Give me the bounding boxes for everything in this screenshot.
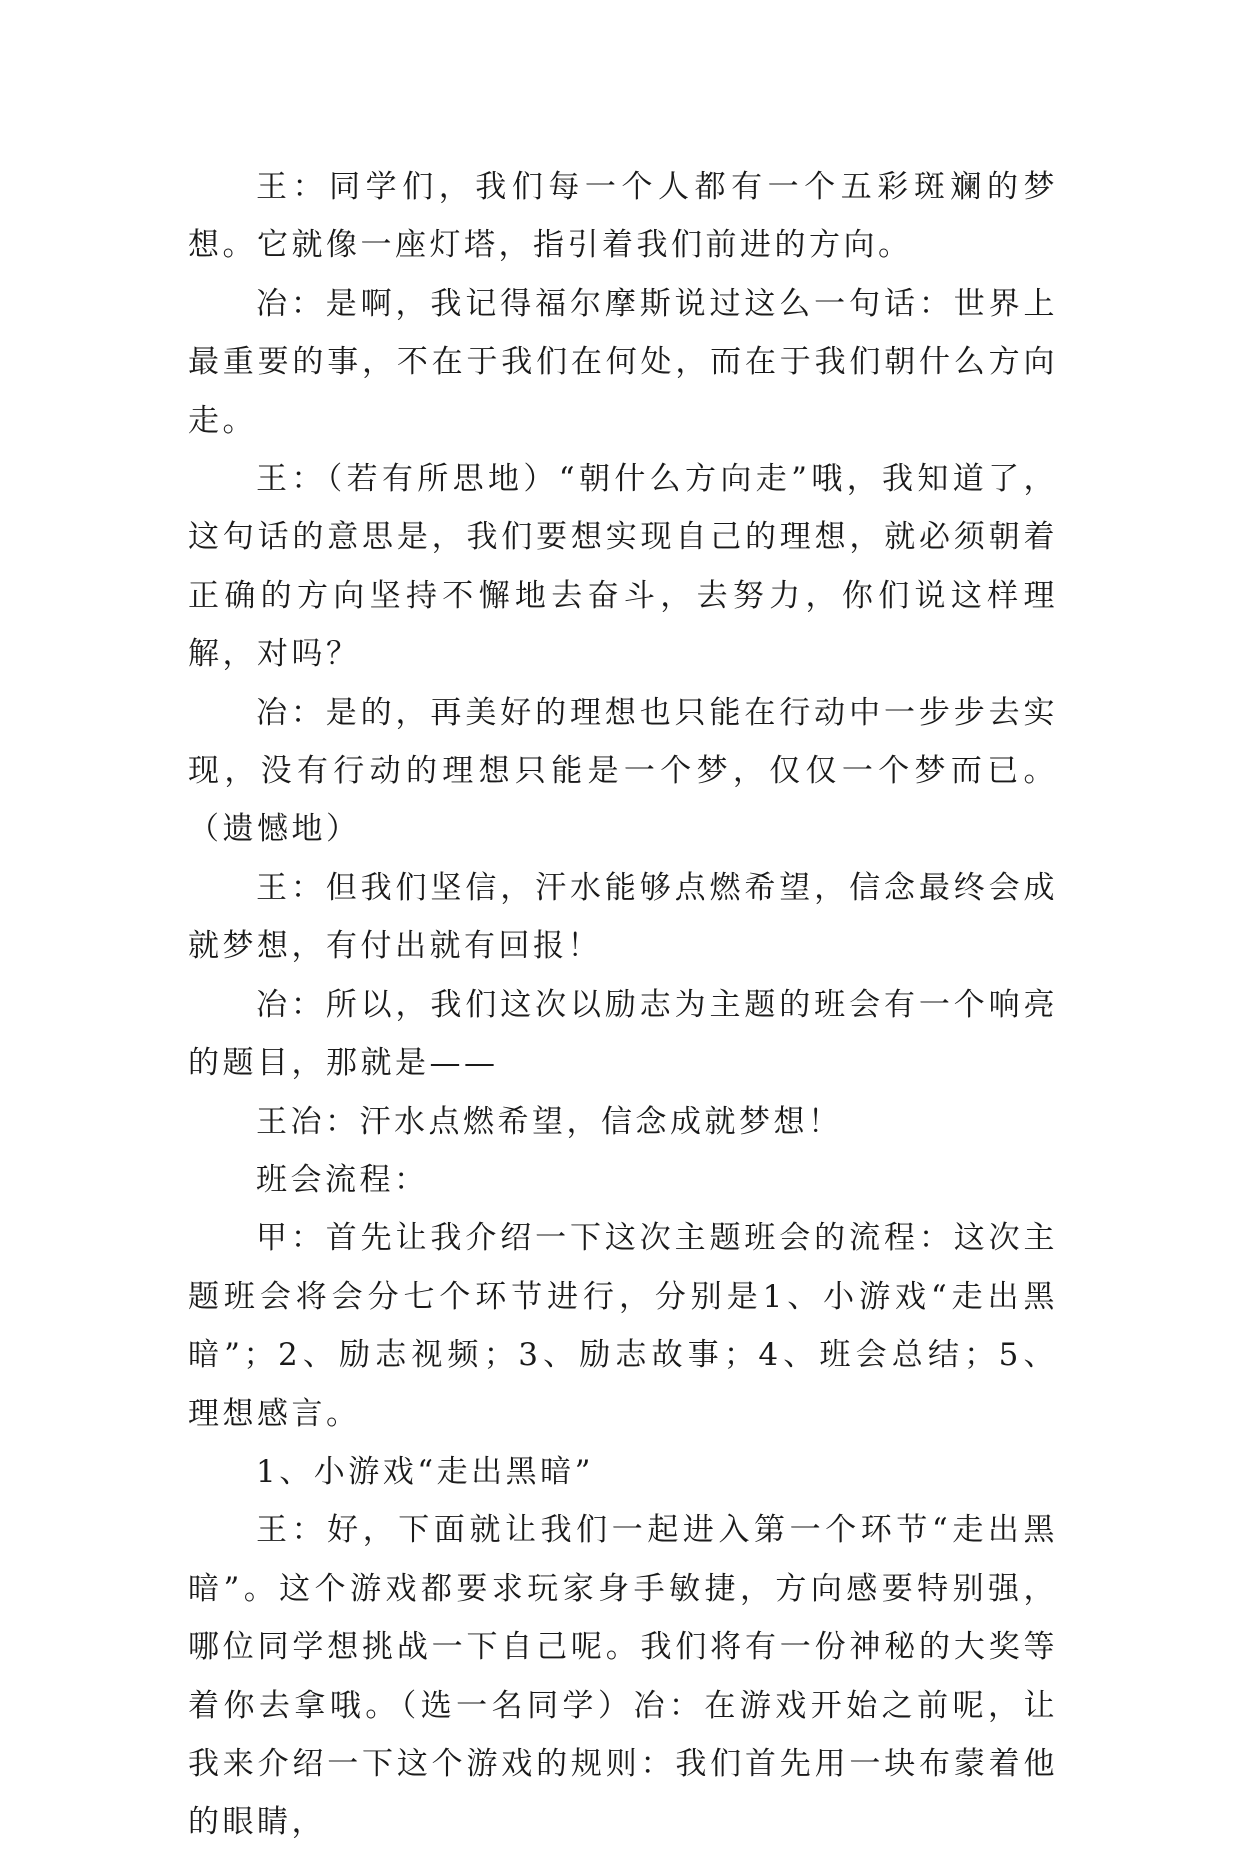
- dialogue-paragraph: 甲：首先让我介绍一下这次主题班会的流程：这次主题班会将会分七个环节进行，分别是1、小游戏“走出黑暗”；2、励志视频；3、励志故事；4、班会总结；5、理想感言。: [188, 1220, 1058, 1432]
- dialogue-paragraph: 王：同学们，我们每一个人都有一个五彩斑斓的梦想。它就像一座灯塔，指引着我们前进的方向。: [188, 169, 1058, 264]
- document-body: [188, 158, 1058, 1852]
- section-heading: 1、小游戏“走出黑暗”: [256, 1453, 594, 1490]
- dialogue-paragraph: 王：（若有所思地）“朝什么方向走”哦，我知道了，这句话的意思是，我们要想实现自己的理想，就必须朝着正确的方向坚持不懈地去奋斗，去努力，你们说这样理解，对吗？: [188, 461, 1058, 673]
- dialogue-paragraph: 冶：是啊，我记得福尔摩斯说过这么一句话：世界上最重要的事，不在于我们在何处，而在于我们朝什么方向走。: [188, 285, 1058, 439]
- dialogue-paragraph: 冶：所以，我们这次以励志为主题的班会有一个响亮的题目，那就是——: [188, 986, 1058, 1082]
- section-heading: 班会流程：: [256, 1161, 429, 1198]
- dialogue-paragraph: 王：好，下面就让我们一起进入第一个环节“走出黑暗”。这个游戏都要求玩家身手敏捷，方向感要特别强，哪位同学想挑战一下自己呢。我们将有一份神秘的大奖等着你去拿哦。（选一名同学）冶：在游戏开始之前呢，让我来介绍一下这个游戏的规则：我们首先用一块布蒙着他的眼睛，: [188, 1512, 1058, 1841]
- dialogue-paragraph: 王：但我们坚信，汗水能够点燃希望，信念最终会成就梦想，有付出就有回报！: [188, 869, 1058, 965]
- dialogue-paragraph: 王冶：汗水点燃希望，信念成就梦想！: [256, 1103, 843, 1140]
- dialogue-paragraph: 冶：是的，再美好的理想也只能在行动中一步步去实现，没有行动的理想只能是一个梦，仅仅一个梦而已。（遗憾地）: [188, 694, 1058, 848]
